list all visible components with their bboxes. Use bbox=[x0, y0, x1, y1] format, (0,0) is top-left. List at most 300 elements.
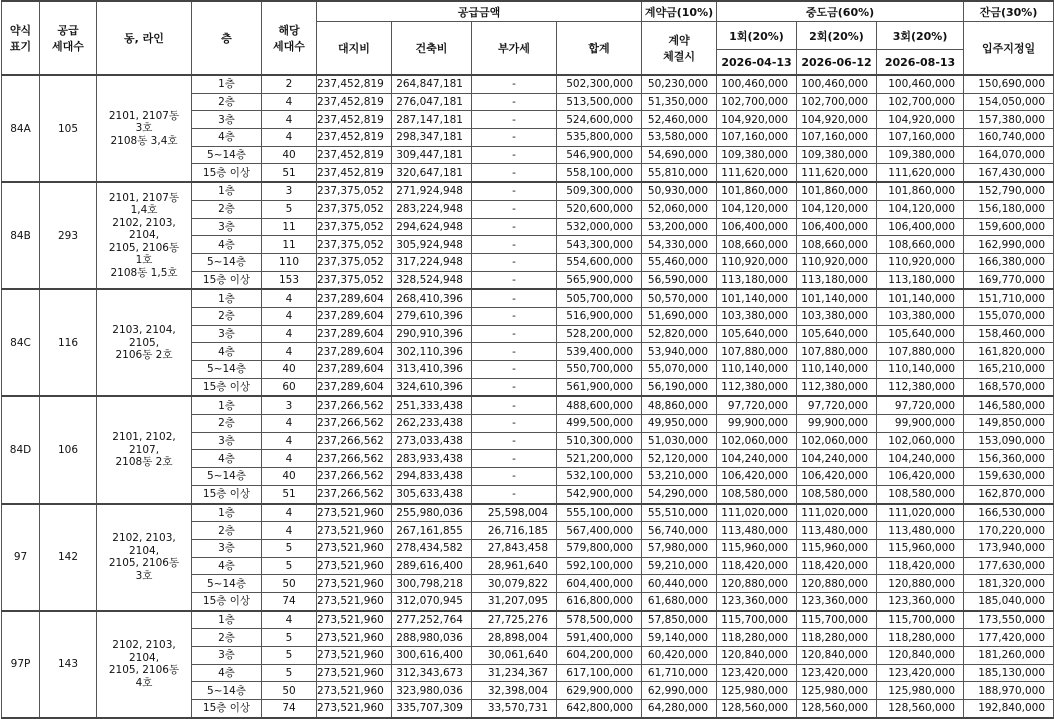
interim1-cell: 118,420,000 bbox=[717, 557, 797, 575]
deposit-cell: 50,930,000 bbox=[642, 182, 717, 200]
building-cost-cell: 305,924,948 bbox=[392, 236, 472, 254]
interim2-cell: 109,380,000 bbox=[797, 146, 877, 164]
header-dong-line: 동, 라인 bbox=[97, 1, 192, 75]
deposit-cell: 59,140,000 bbox=[642, 629, 717, 647]
interim2-cell: 113,480,000 bbox=[797, 522, 877, 540]
vat-cell: 28,898,004 bbox=[472, 629, 557, 647]
land-cost-cell: 237,289,604 bbox=[317, 325, 392, 343]
balance-cell: 165,210,000 bbox=[964, 361, 1054, 379]
deposit-cell: 62,990,000 bbox=[642, 682, 717, 700]
building-cost-cell: 302,110,396 bbox=[392, 343, 472, 361]
total-cell: 642,800,000 bbox=[557, 700, 642, 718]
header-units: 해당 세대수 bbox=[262, 1, 317, 75]
interim2-cell: 97,720,000 bbox=[797, 396, 877, 414]
header-vat: 부가세 bbox=[472, 22, 557, 76]
balance-cell: 167,430,000 bbox=[964, 164, 1054, 182]
total-cell: 579,800,000 bbox=[557, 539, 642, 557]
vat-cell: 32,398,004 bbox=[472, 682, 557, 700]
floor-cell: 3층 bbox=[192, 432, 262, 450]
interim3-cell: 113,180,000 bbox=[877, 271, 964, 289]
table-row bbox=[2, 182, 1054, 200]
interim2-cell: 113,180,000 bbox=[797, 271, 877, 289]
table-row bbox=[2, 396, 1054, 414]
units-cell: 4 bbox=[262, 325, 317, 343]
interim3-cell: 103,380,000 bbox=[877, 307, 964, 325]
floor-cell: 5~14층 bbox=[192, 575, 262, 593]
deposit-cell: 51,690,000 bbox=[642, 307, 717, 325]
interim2-cell: 103,380,000 bbox=[797, 307, 877, 325]
vat-cell: - bbox=[472, 253, 557, 271]
interim3-cell: 100,460,000 bbox=[877, 75, 964, 93]
deposit-cell: 59,210,000 bbox=[642, 557, 717, 575]
deposit-cell: 57,980,000 bbox=[642, 539, 717, 557]
vat-cell: 31,207,095 bbox=[472, 592, 557, 610]
land-cost-cell: 237,375,052 bbox=[317, 182, 392, 200]
interim1-cell: 108,580,000 bbox=[717, 485, 797, 503]
total-cell: 520,600,000 bbox=[557, 200, 642, 218]
interim2-cell: 108,580,000 bbox=[797, 485, 877, 503]
deposit-cell: 61,680,000 bbox=[642, 592, 717, 610]
building-cost-cell: 267,161,855 bbox=[392, 522, 472, 540]
header-deposit: 계약금(10%) bbox=[642, 1, 717, 22]
total-cell: 535,800,000 bbox=[557, 129, 642, 147]
total-cell: 558,100,000 bbox=[557, 164, 642, 182]
interim2-cell: 125,980,000 bbox=[797, 682, 877, 700]
units-cell: 4 bbox=[262, 93, 317, 111]
vat-cell: 27,725,276 bbox=[472, 611, 557, 629]
deposit-cell: 53,940,000 bbox=[642, 343, 717, 361]
interim1-cell: 106,420,000 bbox=[717, 468, 797, 486]
interim1-cell: 101,140,000 bbox=[717, 289, 797, 307]
total-cell: 565,900,000 bbox=[557, 271, 642, 289]
building-cost-cell: 309,447,181 bbox=[392, 146, 472, 164]
deposit-cell: 55,810,000 bbox=[642, 164, 717, 182]
interim3-cell: 106,420,000 bbox=[877, 468, 964, 486]
total-cell: 555,100,000 bbox=[557, 504, 642, 522]
floor-cell: 1층 bbox=[192, 396, 262, 414]
deposit-cell: 61,710,000 bbox=[642, 664, 717, 682]
land-cost-cell: 237,375,052 bbox=[317, 200, 392, 218]
total-cell: 509,300,000 bbox=[557, 182, 642, 200]
floor-cell: 1층 bbox=[192, 504, 262, 522]
floor-cell: 4층 bbox=[192, 557, 262, 575]
units-cell: 4 bbox=[262, 522, 317, 540]
balance-cell: 150,690,000 bbox=[964, 75, 1054, 93]
land-cost-cell: 237,266,562 bbox=[317, 396, 392, 414]
building-cost-cell: 317,224,948 bbox=[392, 253, 472, 271]
balance-cell: 156,180,000 bbox=[964, 200, 1054, 218]
interim3-cell: 118,420,000 bbox=[877, 557, 964, 575]
vat-cell: - bbox=[472, 361, 557, 379]
interim2-cell: 108,660,000 bbox=[797, 236, 877, 254]
land-cost-cell: 237,452,819 bbox=[317, 146, 392, 164]
total-cell: 505,700,000 bbox=[557, 289, 642, 307]
units-cell: 11 bbox=[262, 218, 317, 236]
building-cost-cell: 273,033,438 bbox=[392, 432, 472, 450]
total-cell: 604,400,000 bbox=[557, 575, 642, 593]
interim1-cell: 120,840,000 bbox=[717, 647, 797, 665]
interim3-cell: 123,360,000 bbox=[877, 592, 964, 610]
total-cell: 532,100,000 bbox=[557, 468, 642, 486]
interim1-cell: 113,180,000 bbox=[717, 271, 797, 289]
vat-cell: - bbox=[472, 218, 557, 236]
header-deposit-sub: 계약 체결시 bbox=[642, 22, 717, 76]
units-cell: 4 bbox=[262, 111, 317, 129]
balance-cell: 169,770,000 bbox=[964, 271, 1054, 289]
floor-cell: 5~14층 bbox=[192, 253, 262, 271]
deposit-cell: 48,860,000 bbox=[642, 396, 717, 414]
header-total: 합계 bbox=[557, 22, 642, 76]
deposit-cell: 53,210,000 bbox=[642, 468, 717, 486]
header-interim1: 1회(20%) bbox=[717, 22, 797, 50]
total-cell: 524,600,000 bbox=[557, 111, 642, 129]
balance-cell: 160,740,000 bbox=[964, 129, 1054, 147]
floor-cell: 5~14층 bbox=[192, 361, 262, 379]
vat-cell: - bbox=[472, 111, 557, 129]
vat-cell: - bbox=[472, 415, 557, 433]
units-cell: 5 bbox=[262, 629, 317, 647]
units-cell: 3 bbox=[262, 396, 317, 414]
interim2-cell: 99,900,000 bbox=[797, 415, 877, 433]
floor-cell: 3층 bbox=[192, 111, 262, 129]
vat-cell: - bbox=[472, 289, 557, 307]
interim3-cell: 128,560,000 bbox=[877, 700, 964, 718]
balance-cell: 158,460,000 bbox=[964, 325, 1054, 343]
vat-cell: 31,234,367 bbox=[472, 664, 557, 682]
type-cell: 84D bbox=[2, 396, 40, 503]
floor-cell: 1층 bbox=[192, 289, 262, 307]
building-cost-cell: 294,624,948 bbox=[392, 218, 472, 236]
total-cell: 502,300,000 bbox=[557, 75, 642, 93]
total-cell: 616,800,000 bbox=[557, 592, 642, 610]
header-interim2-date: 2026-06-12 bbox=[797, 50, 877, 76]
land-cost-cell: 237,452,819 bbox=[317, 129, 392, 147]
interim1-cell: 123,420,000 bbox=[717, 664, 797, 682]
interim3-cell: 105,640,000 bbox=[877, 325, 964, 343]
type-cell: 84B bbox=[2, 182, 40, 289]
total-cell: 528,200,000 bbox=[557, 325, 642, 343]
vat-cell: - bbox=[472, 307, 557, 325]
land-cost-cell: 237,266,562 bbox=[317, 485, 392, 503]
interim1-cell: 104,920,000 bbox=[717, 111, 797, 129]
building-cost-cell: 279,610,396 bbox=[392, 307, 472, 325]
deposit-cell: 55,460,000 bbox=[642, 253, 717, 271]
supply-units-cell: 105 bbox=[40, 75, 97, 182]
units-cell: 110 bbox=[262, 253, 317, 271]
interim1-cell: 115,700,000 bbox=[717, 611, 797, 629]
deposit-cell: 64,280,000 bbox=[642, 700, 717, 718]
interim3-cell: 112,380,000 bbox=[877, 378, 964, 396]
balance-cell: 161,820,000 bbox=[964, 343, 1054, 361]
units-cell: 4 bbox=[262, 343, 317, 361]
total-cell: 543,300,000 bbox=[557, 236, 642, 254]
land-cost-cell: 273,521,960 bbox=[317, 700, 392, 718]
units-cell: 4 bbox=[262, 432, 317, 450]
interim2-cell: 104,240,000 bbox=[797, 450, 877, 468]
header-balance: 잔금(30%) bbox=[964, 1, 1054, 22]
dong-line-cell: 2102, 2103, 2104, 2105, 2106동 4호 bbox=[97, 611, 192, 718]
interim3-cell: 99,900,000 bbox=[877, 415, 964, 433]
floor-cell: 3층 bbox=[192, 218, 262, 236]
total-cell: 578,500,000 bbox=[557, 611, 642, 629]
interim2-cell: 123,360,000 bbox=[797, 592, 877, 610]
building-cost-cell: 287,147,181 bbox=[392, 111, 472, 129]
total-cell: 561,900,000 bbox=[557, 378, 642, 396]
floor-cell: 2층 bbox=[192, 93, 262, 111]
balance-cell: 159,630,000 bbox=[964, 468, 1054, 486]
land-cost-cell: 273,521,960 bbox=[317, 522, 392, 540]
building-cost-cell: 288,980,036 bbox=[392, 629, 472, 647]
interim2-cell: 128,560,000 bbox=[797, 700, 877, 718]
land-cost-cell: 273,521,960 bbox=[317, 629, 392, 647]
land-cost-cell: 237,266,562 bbox=[317, 415, 392, 433]
interim2-cell: 100,460,000 bbox=[797, 75, 877, 93]
building-cost-cell: 290,910,396 bbox=[392, 325, 472, 343]
floor-cell: 4층 bbox=[192, 450, 262, 468]
header-supply-units: 공급 세대수 bbox=[40, 1, 97, 75]
land-cost-cell: 237,289,604 bbox=[317, 289, 392, 307]
interim1-cell: 102,700,000 bbox=[717, 93, 797, 111]
vat-cell: - bbox=[472, 164, 557, 182]
deposit-cell: 60,420,000 bbox=[642, 647, 717, 665]
deposit-cell: 50,570,000 bbox=[642, 289, 717, 307]
vat-cell: - bbox=[472, 468, 557, 486]
vat-cell: - bbox=[472, 182, 557, 200]
floor-cell: 2층 bbox=[192, 415, 262, 433]
total-cell: 513,500,000 bbox=[557, 93, 642, 111]
interim3-cell: 107,880,000 bbox=[877, 343, 964, 361]
building-cost-cell: 335,707,309 bbox=[392, 700, 472, 718]
deposit-cell: 54,690,000 bbox=[642, 146, 717, 164]
building-cost-cell: 312,343,673 bbox=[392, 664, 472, 682]
header-balance-sub: 입주지정일 bbox=[964, 22, 1054, 76]
total-cell: 546,900,000 bbox=[557, 146, 642, 164]
units-cell: 5 bbox=[262, 200, 317, 218]
balance-cell: 166,380,000 bbox=[964, 253, 1054, 271]
building-cost-cell: 283,933,438 bbox=[392, 450, 472, 468]
units-cell: 3 bbox=[262, 182, 317, 200]
supply-units-cell: 293 bbox=[40, 182, 97, 289]
dong-line-cell: 2101, 2107동 3호 2108동 3,4호 bbox=[97, 75, 192, 182]
building-cost-cell: 320,647,181 bbox=[392, 164, 472, 182]
interim1-cell: 110,140,000 bbox=[717, 361, 797, 379]
floor-cell: 2층 bbox=[192, 200, 262, 218]
units-cell: 4 bbox=[262, 450, 317, 468]
interim2-cell: 106,400,000 bbox=[797, 218, 877, 236]
interim3-cell: 102,060,000 bbox=[877, 432, 964, 450]
interim1-cell: 104,120,000 bbox=[717, 200, 797, 218]
total-cell: 539,400,000 bbox=[557, 343, 642, 361]
balance-cell: 177,420,000 bbox=[964, 629, 1054, 647]
floor-cell: 15층 이상 bbox=[192, 378, 262, 396]
supply-units-cell: 143 bbox=[40, 611, 97, 718]
total-cell: 532,000,000 bbox=[557, 218, 642, 236]
header-interim3: 3회(20%) bbox=[877, 22, 964, 50]
interim3-cell: 120,840,000 bbox=[877, 647, 964, 665]
interim1-cell: 111,020,000 bbox=[717, 504, 797, 522]
interim2-cell: 104,920,000 bbox=[797, 111, 877, 129]
building-cost-cell: 271,924,948 bbox=[392, 182, 472, 200]
interim2-cell: 107,160,000 bbox=[797, 129, 877, 147]
land-cost-cell: 237,452,819 bbox=[317, 93, 392, 111]
dong-line-cell: 2101, 2102, 2107, 2108동 2호 bbox=[97, 396, 192, 503]
building-cost-cell: 324,610,396 bbox=[392, 378, 472, 396]
balance-cell: 188,970,000 bbox=[964, 682, 1054, 700]
building-cost-cell: 283,224,948 bbox=[392, 200, 472, 218]
deposit-cell: 60,440,000 bbox=[642, 575, 717, 593]
vat-cell: 28,961,640 bbox=[472, 557, 557, 575]
building-cost-cell: 278,434,582 bbox=[392, 539, 472, 557]
total-cell: 521,200,000 bbox=[557, 450, 642, 468]
deposit-cell: 56,590,000 bbox=[642, 271, 717, 289]
deposit-cell: 50,230,000 bbox=[642, 75, 717, 93]
land-cost-cell: 237,375,052 bbox=[317, 271, 392, 289]
interim3-cell: 111,620,000 bbox=[877, 164, 964, 182]
deposit-cell: 52,060,000 bbox=[642, 200, 717, 218]
table-row bbox=[2, 504, 1054, 522]
deposit-cell: 52,820,000 bbox=[642, 325, 717, 343]
balance-cell: 185,040,000 bbox=[964, 592, 1054, 610]
vat-cell: - bbox=[472, 236, 557, 254]
interim2-cell: 118,280,000 bbox=[797, 629, 877, 647]
floor-cell: 4층 bbox=[192, 343, 262, 361]
vat-cell: - bbox=[472, 485, 557, 503]
balance-cell: 168,570,000 bbox=[964, 378, 1054, 396]
total-cell: 617,100,000 bbox=[557, 664, 642, 682]
land-cost-cell: 237,452,819 bbox=[317, 164, 392, 182]
floor-cell: 3층 bbox=[192, 325, 262, 343]
header-land: 대지비 bbox=[317, 22, 392, 76]
land-cost-cell: 237,266,562 bbox=[317, 432, 392, 450]
balance-cell: 159,600,000 bbox=[964, 218, 1054, 236]
floor-cell: 1층 bbox=[192, 611, 262, 629]
total-cell: 510,300,000 bbox=[557, 432, 642, 450]
vat-cell: - bbox=[472, 129, 557, 147]
balance-cell: 181,260,000 bbox=[964, 647, 1054, 665]
deposit-cell: 54,290,000 bbox=[642, 485, 717, 503]
balance-cell: 157,380,000 bbox=[964, 111, 1054, 129]
interim1-cell: 100,460,000 bbox=[717, 75, 797, 93]
units-cell: 40 bbox=[262, 146, 317, 164]
dong-line-cell: 2101, 2107동 1,4호 2102, 2103, 2104, 2105, 2106동 1호 2108동 1,5호 bbox=[97, 182, 192, 289]
deposit-cell: 55,510,000 bbox=[642, 504, 717, 522]
balance-cell: 153,090,000 bbox=[964, 432, 1054, 450]
units-cell: 50 bbox=[262, 682, 317, 700]
units-cell: 5 bbox=[262, 664, 317, 682]
interim1-cell: 108,660,000 bbox=[717, 236, 797, 254]
floor-cell: 3층 bbox=[192, 539, 262, 557]
building-cost-cell: 276,047,181 bbox=[392, 93, 472, 111]
units-cell: 5 bbox=[262, 557, 317, 575]
interim3-cell: 115,700,000 bbox=[877, 611, 964, 629]
units-cell: 4 bbox=[262, 289, 317, 307]
building-cost-cell: 300,616,400 bbox=[392, 647, 472, 665]
header-building: 건축비 bbox=[392, 22, 472, 76]
units-cell: 51 bbox=[262, 164, 317, 182]
land-cost-cell: 273,521,960 bbox=[317, 539, 392, 557]
interim1-cell: 109,380,000 bbox=[717, 146, 797, 164]
vat-cell: - bbox=[472, 325, 557, 343]
building-cost-cell: 300,798,218 bbox=[392, 575, 472, 593]
interim3-cell: 108,580,000 bbox=[877, 485, 964, 503]
total-cell: 591,400,000 bbox=[557, 629, 642, 647]
floor-cell: 15층 이상 bbox=[192, 164, 262, 182]
building-cost-cell: 255,980,036 bbox=[392, 504, 472, 522]
supply-units-cell: 142 bbox=[40, 504, 97, 611]
interim1-cell: 104,240,000 bbox=[717, 450, 797, 468]
total-cell: 550,700,000 bbox=[557, 361, 642, 379]
floor-cell: 1층 bbox=[192, 75, 262, 93]
type-cell: 84C bbox=[2, 289, 40, 396]
land-cost-cell: 273,521,960 bbox=[317, 592, 392, 610]
balance-cell: 173,550,000 bbox=[964, 611, 1054, 629]
units-cell: 4 bbox=[262, 307, 317, 325]
interim3-cell: 110,920,000 bbox=[877, 253, 964, 271]
total-cell: 488,600,000 bbox=[557, 396, 642, 414]
land-cost-cell: 237,289,604 bbox=[317, 378, 392, 396]
interim1-cell: 103,380,000 bbox=[717, 307, 797, 325]
floor-cell: 2층 bbox=[192, 522, 262, 540]
units-cell: 4 bbox=[262, 415, 317, 433]
vat-cell: - bbox=[472, 343, 557, 361]
building-cost-cell: 264,847,181 bbox=[392, 75, 472, 93]
interim3-cell: 97,720,000 bbox=[877, 396, 964, 414]
interim2-cell: 102,700,000 bbox=[797, 93, 877, 111]
interim1-cell: 113,480,000 bbox=[717, 522, 797, 540]
land-cost-cell: 237,375,052 bbox=[317, 218, 392, 236]
table-row bbox=[2, 289, 1054, 307]
vat-cell: 30,079,822 bbox=[472, 575, 557, 593]
header-interim: 중도금(60%) bbox=[717, 1, 964, 22]
vat-cell: 26,716,185 bbox=[472, 522, 557, 540]
floor-cell: 5~14층 bbox=[192, 682, 262, 700]
vat-cell: - bbox=[472, 93, 557, 111]
interim2-cell: 106,420,000 bbox=[797, 468, 877, 486]
building-cost-cell: 323,980,036 bbox=[392, 682, 472, 700]
interim1-cell: 112,380,000 bbox=[717, 378, 797, 396]
interim1-cell: 123,360,000 bbox=[717, 592, 797, 610]
vat-cell: - bbox=[472, 450, 557, 468]
interim1-cell: 125,980,000 bbox=[717, 682, 797, 700]
floor-cell: 2층 bbox=[192, 307, 262, 325]
balance-cell: 173,940,000 bbox=[964, 539, 1054, 557]
deposit-cell: 55,070,000 bbox=[642, 361, 717, 379]
interim1-cell: 128,560,000 bbox=[717, 700, 797, 718]
units-cell: 5 bbox=[262, 647, 317, 665]
units-cell: 4 bbox=[262, 611, 317, 629]
total-cell: 499,500,000 bbox=[557, 415, 642, 433]
interim1-cell: 107,880,000 bbox=[717, 343, 797, 361]
interim3-cell: 106,400,000 bbox=[877, 218, 964, 236]
deposit-cell: 54,330,000 bbox=[642, 236, 717, 254]
total-cell: 592,100,000 bbox=[557, 557, 642, 575]
balance-cell: 154,050,000 bbox=[964, 93, 1054, 111]
interim2-cell: 101,860,000 bbox=[797, 182, 877, 200]
building-cost-cell: 251,333,438 bbox=[392, 396, 472, 414]
building-cost-cell: 262,233,438 bbox=[392, 415, 472, 433]
floor-cell: 5~14층 bbox=[192, 468, 262, 486]
balance-cell: 166,530,000 bbox=[964, 504, 1054, 522]
total-cell: 554,600,000 bbox=[557, 253, 642, 271]
vat-cell: - bbox=[472, 396, 557, 414]
interim3-cell: 108,660,000 bbox=[877, 236, 964, 254]
interim2-cell: 112,380,000 bbox=[797, 378, 877, 396]
interim2-cell: 101,140,000 bbox=[797, 289, 877, 307]
interim3-cell: 111,020,000 bbox=[877, 504, 964, 522]
interim1-cell: 110,920,000 bbox=[717, 253, 797, 271]
total-cell: 629,900,000 bbox=[557, 682, 642, 700]
interim3-cell: 115,960,000 bbox=[877, 539, 964, 557]
